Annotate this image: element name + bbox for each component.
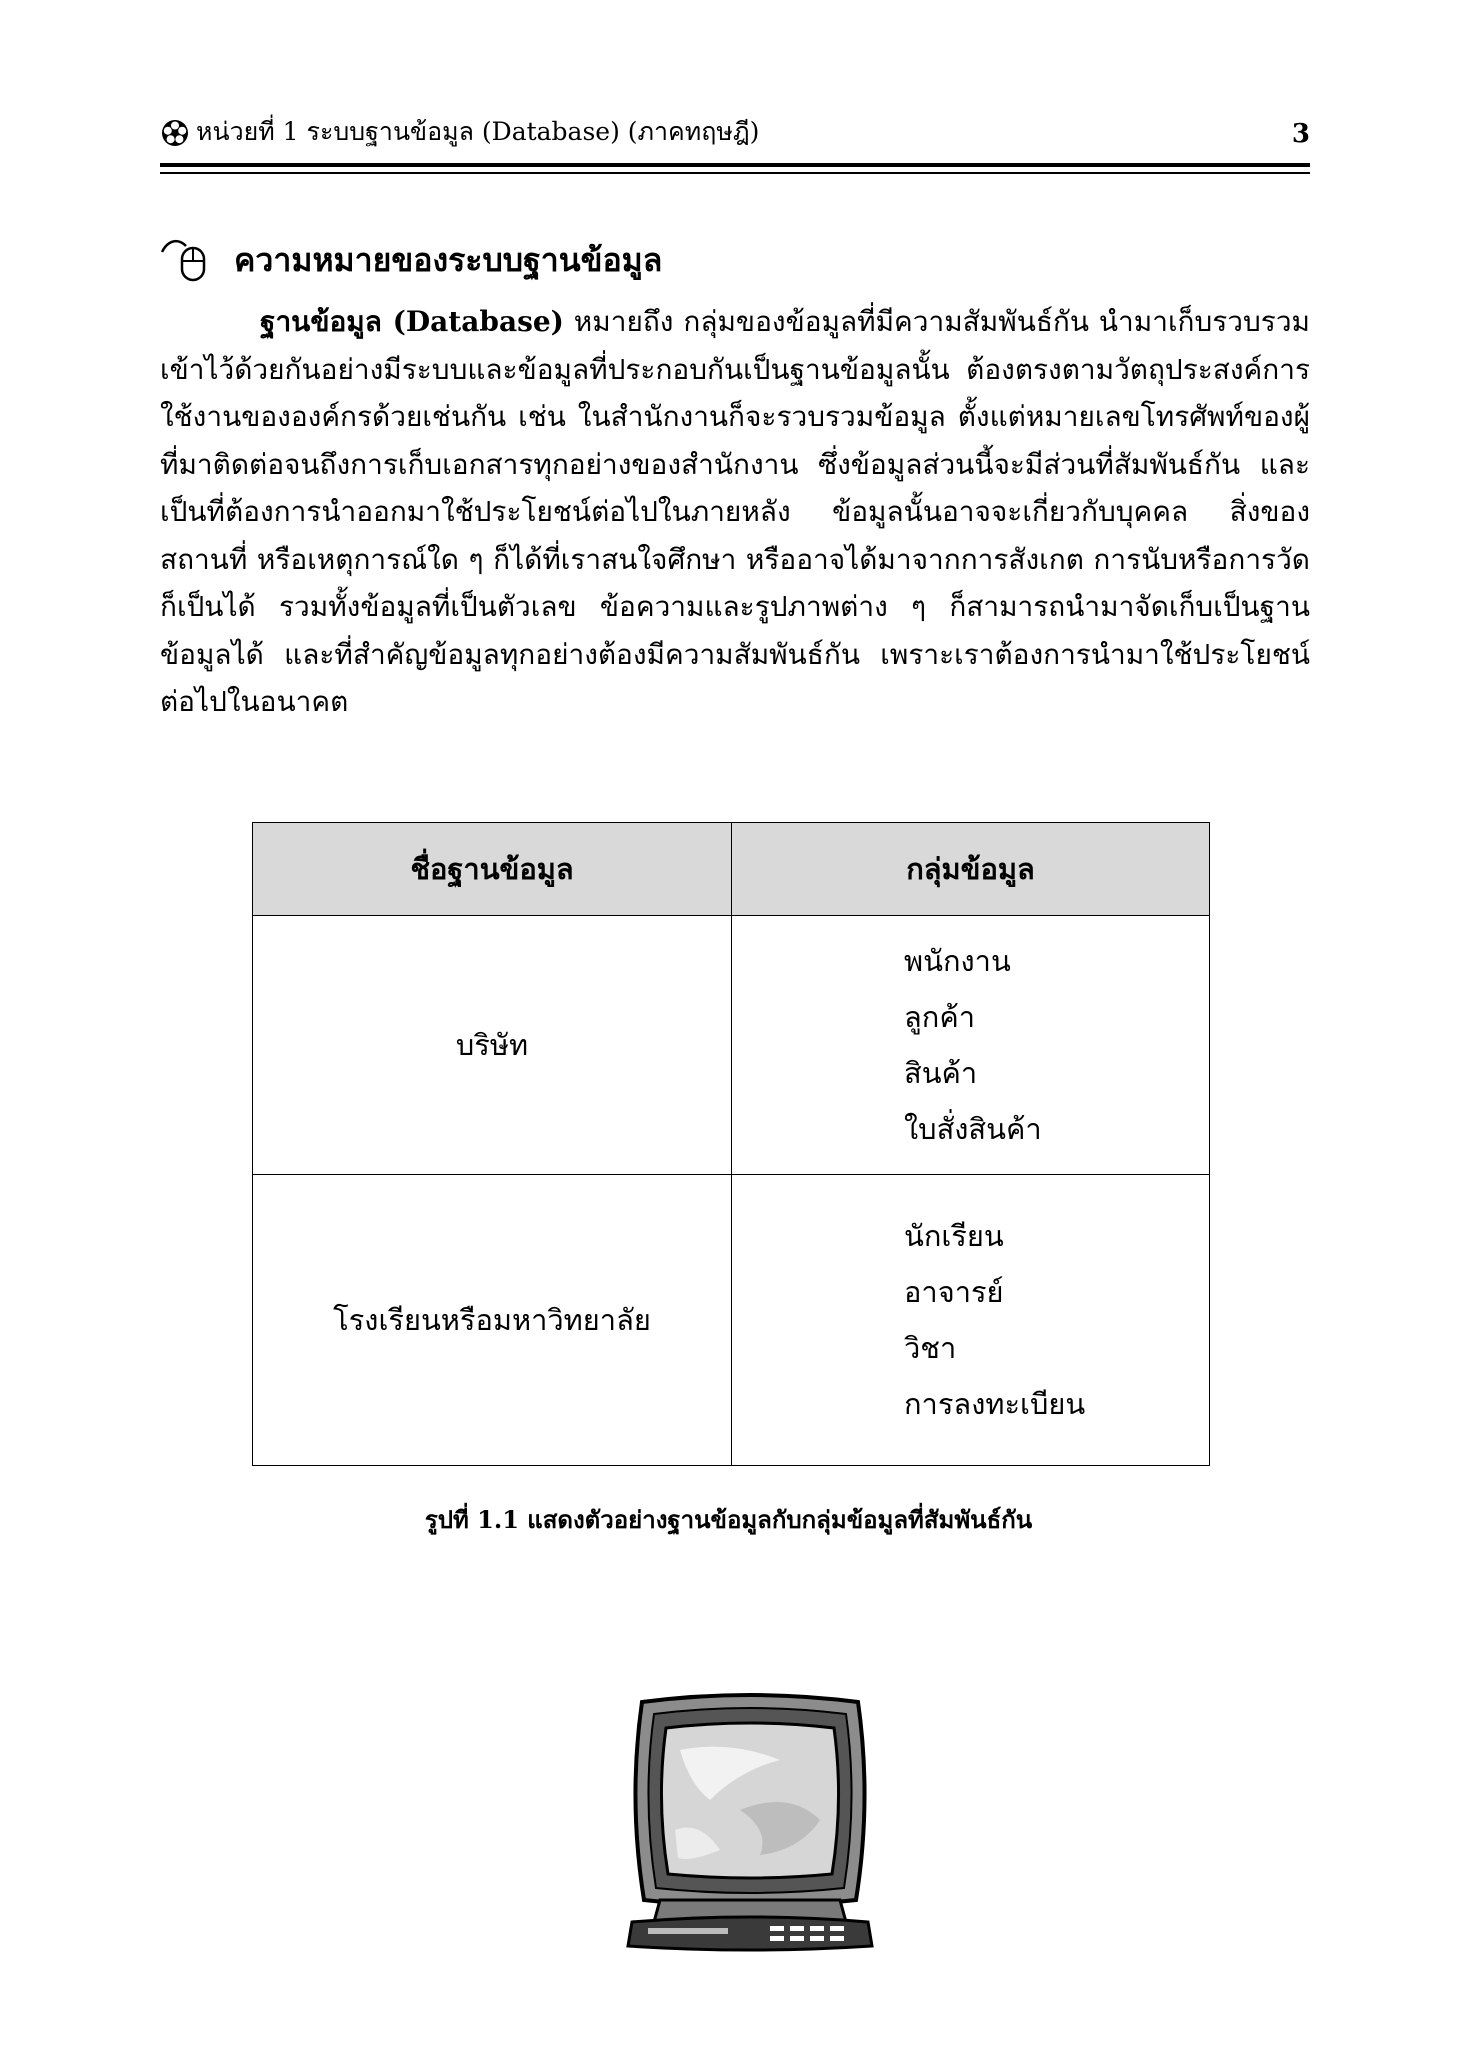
header-rule-thick bbox=[160, 163, 1310, 167]
data-groups-cell bbox=[732, 916, 1210, 1175]
data-group-item: ใบสั่งสินค้า bbox=[904, 1112, 1042, 1146]
database-name-cell: บริษัท bbox=[253, 916, 732, 1175]
running-header: หน่วยที่ 1 ระบบฐานข้อมูล (Database) (ภาคทฤษฎี) bbox=[196, 117, 760, 146]
defined-term: ฐานข้อมูล (Database) bbox=[260, 305, 564, 338]
data-group-item: วิชา bbox=[904, 1331, 957, 1365]
mouse-icon bbox=[160, 234, 212, 284]
database-name-cell: โรงเรียนหรือมหาวิทยาลัย bbox=[253, 1175, 732, 1466]
table-header-row bbox=[253, 823, 1210, 916]
data-group-item: ลูกค้า bbox=[904, 1000, 976, 1034]
paragraph-text: หมายถึง กลุ่มของข้อมูลที่มีความสัมพันธ์กัน นำมาเก็บรวบรวมเข้าไว้ด้วยกันอย่างมีระบบและข้อมูลที่ประกอบกันเป็นฐานข้อมูลนั้น ต้องตรงตามวัตถุประสงค์การใช้งานขององค์กรด้วยเช่นกัน เช่น ในสำนักงานก็จะรวบรวมข้อมูล ตั้งแต่หมายเลขโทรศัพท์ของผู้ที่มาติดต่อจนถึงการเก็บเอกสารทุกอย่างของสำนักงาน ซึ่งข้อมูลส่วนนี้จะมีส่วนที่สัมพันธ์กัน และเป็นที่ต้องการนำออกมาใช้ประโยชน์ต่อไปในภายหลัง ข้อมูลนั้นอาจจะเกี่ยวกับบุคคล สิ่งของ สถานที่ หรือเหตุการณ์ใด ๆ ก็ได้ที่เราสนใจศึกษา หรืออาจได้มาจากการสังเกต การนับหรือการวัดก็เป็นได้ รวมทั้งข้อมูลที่เป็นตัวเลข ข้อความและรูปภาพต่าง ๆ ก็สามารถนำมาจัดเก็บเป็นฐานข้อมูลได้ และที่สำคัญข้อมูลทุกอย่างต้องมีความสัมพันธ์กัน เพราะเราต้องการนำมาใช้ประโยชน์ต่อไปในอนาคต bbox=[160, 305, 1310, 718]
flower-bullet-icon bbox=[160, 118, 190, 148]
section-heading bbox=[160, 232, 1310, 292]
data-group-item: พนักงาน bbox=[904, 944, 1011, 978]
section-title: ความหมายของระบบฐานข้อมูล bbox=[234, 241, 663, 279]
figure-caption: รูปที่ 1.1 แสดงตัวอย่างฐานข้อมูลกับกลุ่มข้อมูลที่สัมพันธ์กัน bbox=[424, 1505, 1033, 1534]
data-group-item: การลงทะเบียน bbox=[904, 1387, 1086, 1421]
column-header-data-groups: กลุ่มข้อมูล bbox=[732, 823, 1210, 916]
header-rule-thin bbox=[160, 172, 1310, 174]
data-groups-cell bbox=[732, 1175, 1210, 1466]
table-row bbox=[253, 916, 1210, 1175]
data-group-item: อาจารย์ bbox=[904, 1275, 1004, 1309]
data-group-item: นักเรียน bbox=[904, 1219, 1004, 1253]
database-example-table bbox=[252, 822, 1210, 1466]
definition-paragraph bbox=[160, 298, 1310, 726]
page-number: 3 bbox=[1291, 119, 1310, 149]
table-row bbox=[253, 1175, 1210, 1466]
data-group-item: สินค้า bbox=[904, 1056, 978, 1090]
computer-monitor-icon bbox=[620, 1690, 880, 1952]
page-header bbox=[160, 112, 1310, 152]
column-header-database-name: ชื่อฐานข้อมูล bbox=[253, 823, 732, 916]
